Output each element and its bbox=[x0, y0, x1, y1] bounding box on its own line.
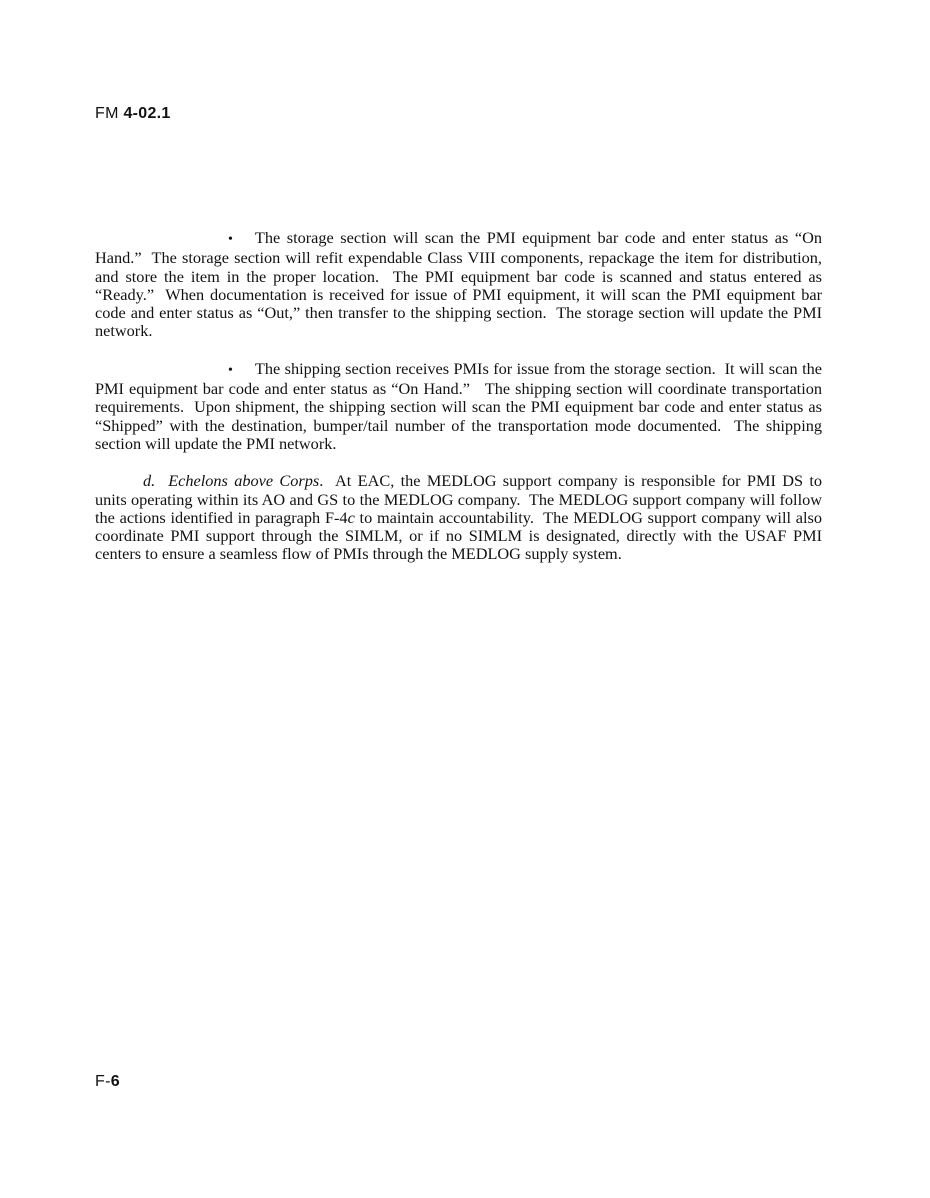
bullet-paragraph-storage bbox=[95, 229, 822, 341]
paragraph-d-body-1: . At EAC, the MEDLOG support company is responsible for PMI DS to units operating within its AO and GS to the MEDLOG company. The MEDLOG support company will follow the actions identified in paragraph F-4 bbox=[95, 471, 822, 527]
header-doc-number: 4-02.1 bbox=[123, 105, 171, 122]
bullet-paragraph-shipping bbox=[95, 360, 822, 453]
header-doc-prefix: FM bbox=[95, 105, 124, 122]
document-body bbox=[95, 229, 822, 583]
bullet-icon: • bbox=[228, 362, 233, 378]
bullet-paragraph-shipping-text: The shipping section receives PMIs for issue from the storage section. It will scan the PMI equipment bar code and enter status as “On Hand.” The shipping section will coordinate transportation requirements. Upon shipment, the shipping section will scan the PMI equipment bar code and enter status as “Shipped” with the destination, bumper/tail number of the transportation mode documented. The shipping section will update the PMI network. bbox=[95, 358, 822, 453]
footer-page-number: 6 bbox=[110, 1073, 120, 1090]
paragraph-d-title: Echelons above Corps bbox=[168, 471, 320, 491]
paragraph-d-italic-c: c bbox=[347, 507, 355, 527]
page-header bbox=[95, 105, 171, 123]
paragraph-d-body-2: to maintain accountability. The MEDLOG support company will also coordinate PMI support through the SIMLM, or if no SIMLM is designated, directly with the USAF PMI centers to ensure a seamless flow of PMIs through the MEDLOG supply system. bbox=[95, 507, 822, 564]
page-footer bbox=[95, 1073, 120, 1091]
paragraph-d-label: d. bbox=[143, 471, 156, 491]
footer-page-prefix: F- bbox=[95, 1073, 111, 1090]
paragraph-d-echelons bbox=[95, 472, 822, 563]
bullet-icon: • bbox=[228, 232, 233, 247]
bullet-paragraph-storage-text: The storage section will scan the PMI equipment bar code and enter status as “On Hand.” The storage section will refit expendable Class VIII components, repackage the item for distribution, and store the item in the proper location. The PMI equipment bar code is scanned and status entered as “Ready.” When documentation is received for issue of PMI equipment, it will scan the PMI equipment bar code and enter status as “Out,” then transfer to the shipping section. The storage section will update the PMI network. bbox=[95, 228, 822, 341]
